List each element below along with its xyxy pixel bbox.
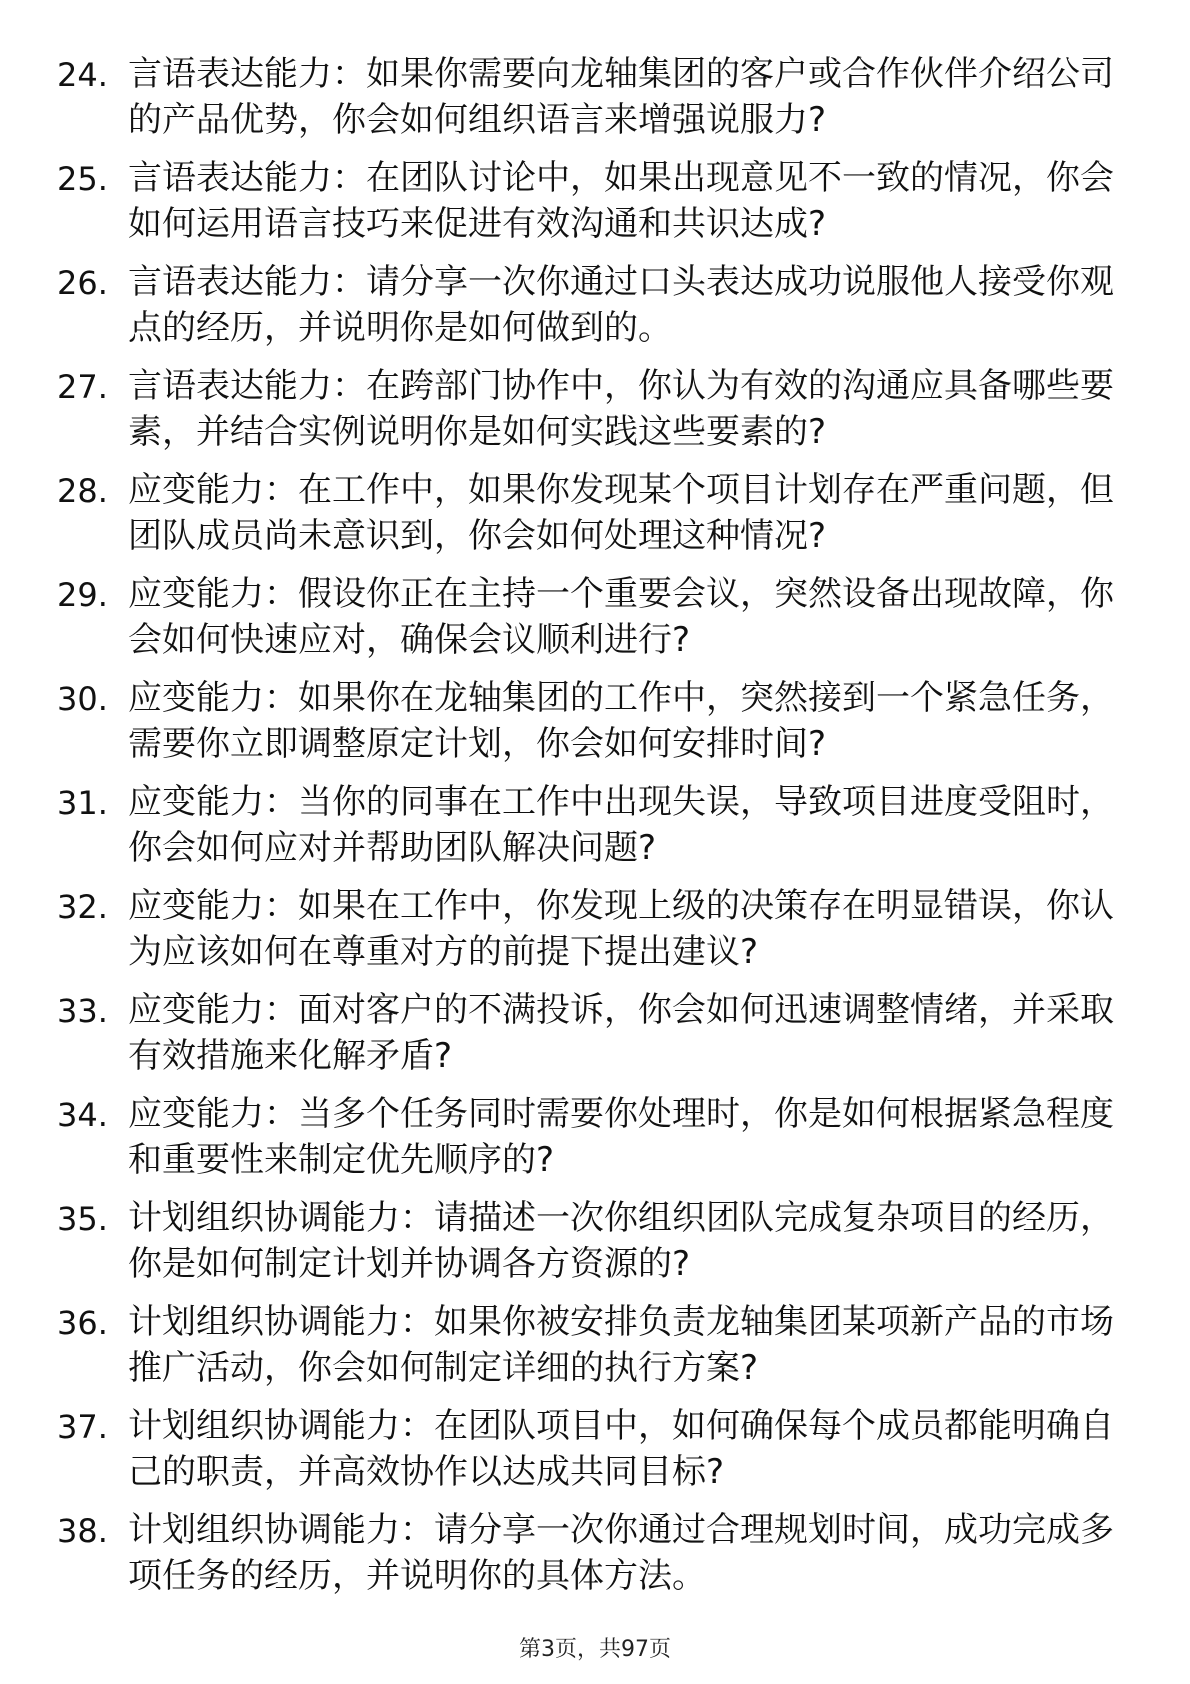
question-text: 言语表达能力：如果你需要向龙轴集团的客户或合作伙伴介绍公司的产品优势，你会如何组织语言来增强说服力?	[128, 54, 1114, 140]
question-text: 应变能力：如果在工作中，你发现上级的决策存在明显错误，你认为应该如何在尊重对方的前提下提出建议?	[128, 886, 1114, 972]
question-text: 言语表达能力：在团队讨论中，如果出现意见不一致的情况，你会如何运用语言技巧来促进有效沟通和共识达成?	[128, 158, 1114, 244]
list-item	[0, 1299, 1190, 1403]
question-text: 计划组织协调能力：在团队项目中，如何确保每个成员都能明确自己的职责，并高效协作以达成共同目标?	[128, 1406, 1114, 1492]
question-number: 25.	[57, 160, 108, 198]
page-number-footer: 第3页，共97页	[519, 1637, 671, 1662]
list-item	[0, 1507, 1190, 1611]
question-text: 应变能力：当多个任务同时需要你处理时，你是如何根据紧急程度和重要性来制定优先顺序的?	[128, 1094, 1114, 1180]
question-text: 应变能力：面对客户的不满投诉，你会如何迅速调整情绪，并采取有效措施来化解矛盾?	[128, 990, 1114, 1076]
list-item	[0, 571, 1190, 675]
question-number: 24.	[57, 56, 108, 94]
question-number: 32.	[57, 888, 108, 926]
question-list	[0, 51, 1190, 1611]
question-text: 应变能力：在工作中，如果你发现某个项目计划存在严重问题，但团队成员尚未意识到，你会如何处理这种情况?	[128, 470, 1114, 556]
question-number: 28.	[57, 472, 108, 510]
question-number: 33.	[57, 992, 108, 1030]
question-number: 35.	[57, 1200, 108, 1238]
question-number: 37.	[57, 1408, 108, 1446]
question-text: 应变能力：假设你正在主持一个重要会议，突然设备出现故障，你会如何快速应对，确保会议顺利进行?	[128, 574, 1114, 660]
list-item	[0, 51, 1190, 155]
question-number: 26.	[57, 264, 108, 302]
question-number: 31.	[57, 784, 108, 822]
question-number: 27.	[57, 368, 108, 406]
question-text: 言语表达能力：请分享一次你通过口头表达成功说服他人接受你观点的经历，并说明你是如何做到的。	[128, 262, 1114, 348]
question-text: 计划组织协调能力：请描述一次你组织团队完成复杂项目的经历，你是如何制定计划并协调各方资源的?	[128, 1198, 1114, 1284]
list-item	[0, 467, 1190, 571]
question-text: 言语表达能力：在跨部门协作中，你认为有效的沟通应具备哪些要素，并结合实例说明你是如何实践这些要素的?	[128, 366, 1114, 452]
question-number: 30.	[57, 680, 108, 718]
question-number: 34.	[57, 1096, 108, 1134]
list-item	[0, 155, 1190, 259]
list-item	[0, 363, 1190, 467]
list-item	[0, 1195, 1190, 1299]
question-text: 应变能力：当你的同事在工作中出现失误，导致项目进度受阻时，你会如何应对并帮助团队解决问题?	[128, 782, 1114, 868]
list-item	[0, 883, 1190, 987]
list-item	[0, 1403, 1190, 1507]
question-number: 29.	[57, 576, 108, 614]
question-number: 38.	[57, 1512, 108, 1550]
list-item	[0, 259, 1190, 363]
list-item	[0, 1091, 1190, 1195]
list-item	[0, 779, 1190, 883]
list-item	[0, 675, 1190, 779]
question-number: 36.	[57, 1304, 108, 1342]
question-text: 应变能力：如果你在龙轴集团的工作中，突然接到一个紧急任务，需要你立即调整原定计划，你会如何安排时间?	[128, 678, 1114, 764]
list-item	[0, 987, 1190, 1091]
question-text: 计划组织协调能力：请分享一次你通过合理规划时间，成功完成多项任务的经历，并说明你的具体方法。	[128, 1510, 1114, 1596]
question-text: 计划组织协调能力：如果你被安排负责龙轴集团某项新产品的市场推广活动，你会如何制定详细的执行方案?	[128, 1302, 1114, 1388]
